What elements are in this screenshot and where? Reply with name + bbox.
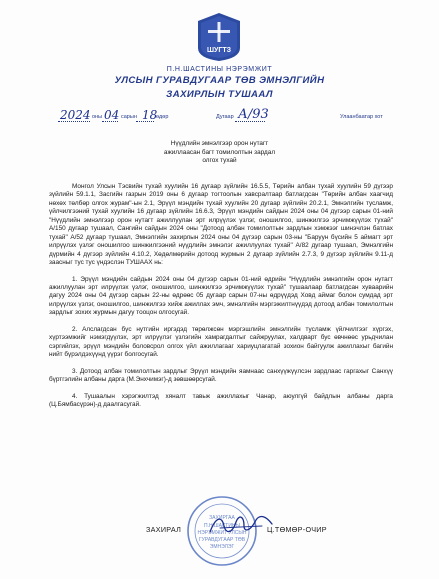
stamp-line-1: ЗАХИРГАА bbox=[209, 515, 235, 521]
org-name-line1: П.Н.ШАСТИНЫ НЭРЭМЖИТ bbox=[166, 66, 273, 73]
title-line-3: олгох тухай bbox=[202, 157, 237, 164]
order-item-3: 3. Дотоод албан томилолтын зардлыг Эрүүл мэндийн яамнаас санхүүжүүлсэн зардлаас гаргахыг Санхүү бүртгэлийн албаны дарга (М.Энхчимэг)-д зөвшөөрсугай. bbox=[49, 367, 393, 384]
month-label: сарын bbox=[121, 114, 137, 120]
order-item-1: 1. Эрүүл мэндийн сайдын 2024 оны 04 дүгээр сарын 01-ний өдрийн "Нүүдлийн эмнэлгийн орон нутагт ажиллуулан эрт илрүүлэх үзлэг, оношилгоо, шинжилгээ эрчимжүүлэх тухай" тушаалаар батлагдсан хуваарийн дагуу 2024 оны 04 дүгээр сарын 22-ны өдрөөс 05 дугаар сарын 07-ны өдрүүдэд Ховд аймаг болон сумдад эрт илрүүлэх үзлэг, оношилгоо, шинжилгээ хийж ажиллах эмч, эмнэлгийн мэргэжилтнүүдэд дотоод албан томилолтын зардлыг зохих журмын дагуу тооцон олгосугай. bbox=[49, 275, 393, 317]
hospital-logo bbox=[196, 12, 242, 62]
stamp-line-5: ЭМНЭЛЭГ bbox=[209, 544, 235, 550]
order-item-2: 2. Алслагдсан бүс нутгийн иргэдэд төрөлжсөн мэргэшлийн эмнэлгийн тусламж үйлчилгээг хүргэх, хүртээмжийг нэмэгдүүлэх, эрт илрүүлэг үзлэгийн хамрагдалтыг сайжруулах, халдварт бус өвчнөөс урьдчилан сэргийлэх, эрүүл мэндийн боловсрол олгох үйл ажиллагааг хариуцлагатай зохион байгуулж ажиллахыг багийн нийт бүрэлдэхүүнд үүрэг болгосугай. bbox=[49, 325, 393, 359]
day-handwritten: 18 bbox=[142, 108, 158, 122]
day-label: өдөр bbox=[156, 114, 169, 120]
date-number-row bbox=[0, 108, 439, 124]
logo-text: ШУГТЗ bbox=[206, 47, 232, 54]
document-type: ЗАХИРЛЫН ТУШААЛ bbox=[166, 89, 273, 100]
month-handwritten: 04 bbox=[104, 108, 120, 122]
stamp-line-4: ГУРАВДУГААР ТӨВ bbox=[198, 537, 246, 543]
stamp-line-2: П.Н.ШАСТИНЫ bbox=[204, 523, 240, 529]
stamp-line-3: НЭРЭМЖИТ УЛСЫН bbox=[197, 530, 247, 536]
org-name-line2: УЛСЫН ГУРАВДУГААР ТӨВ ЭМНЭЛГИЙН bbox=[114, 75, 325, 86]
order-body bbox=[49, 183, 393, 417]
preamble-paragraph: Монгол Улсын Тэсвийн тухай хуулийн 16 дугаар зүйлийн 16.5.5, Төрийн албан тухай хуулийн 59 дүгээр зүйлийн 59.1.1, Засгийн газрын 2019 оны 6 дугаар тогтоолын хавсралтаар батлагдсан "Төрийн албан хаагчид нөхөх төлбөр олгох журам"-ын 2.1, Эрүүл мэндийн тухай хуулийн 20 дугаар зүйлийн 20.2.1, Эмнэлгийн тусламж, үйлчилгээний тухай хуулийн 16 дугаар зүйлийн 16.6.3, Эрүүл мэндийн сайдын 2024 оны 04 дүгээр сарын 01-ний "Нүүдлийн эмнэлгээр орон нутагт ажиллуулан эрт илрүүлэх үзлэг, оношилгоо, шинжилгээ эрчимжүүлэх тухай" А/150 дугаар тушаал, Сангийн сайдын 2024 оны "Дотоод албан томилолтын зардлын хэмжээг шинэчлэн батлах тухай" А/52 дугаар тушаал, Эмнэлгийн захирлын 2024 оны 04 дүгээр сарын 03-ны "Баруун бүсийн 5 аймагт эрт илрүүлэх үзлэг оношилгоо шинжилгээний нүүдлийн эмнэлэг ажиллуулах тухай" А/82 дугаар тушаал, Эмнэлгийн дүрмийн 4 дүгээр зүйлийн 4.10.2, Хөдөлмөрийн дотоод журмын 2 дугаар зүйлийн 2.7.3, 9 дүгээр зүйлийн 9.11-д заасныг тус тус үндэслэн ТУШААХ нь: bbox=[49, 183, 393, 267]
number-label: Дугаар bbox=[216, 114, 234, 120]
year-label: оны bbox=[92, 114, 103, 120]
signatory-title: ЗАХИРАЛ bbox=[146, 525, 182, 534]
title-line-1: Нүүдлийн эмнэлгээр орон нутагт bbox=[170, 140, 269, 147]
year-handwritten: 2024 bbox=[60, 108, 91, 122]
title-line-2: ажиллаасан багт томилолтын зардал bbox=[163, 148, 276, 156]
order-title bbox=[0, 140, 439, 166]
signature-block bbox=[0, 523, 439, 571]
number-handwritten: А/93 bbox=[238, 107, 269, 122]
city-label: Улаанбаатар хот bbox=[340, 114, 383, 120]
order-item-4: 4. Тушаалын хэрэгжилтэд хяналт тавьж ажиллахыг Чанар, аюулгүй байдлын албаны дарга (Ц.Бямбасүрэн)-д даалгасугай. bbox=[49, 392, 393, 408]
signatory-name: Ц.ТӨМӨР-ОЧИР bbox=[267, 525, 327, 534]
